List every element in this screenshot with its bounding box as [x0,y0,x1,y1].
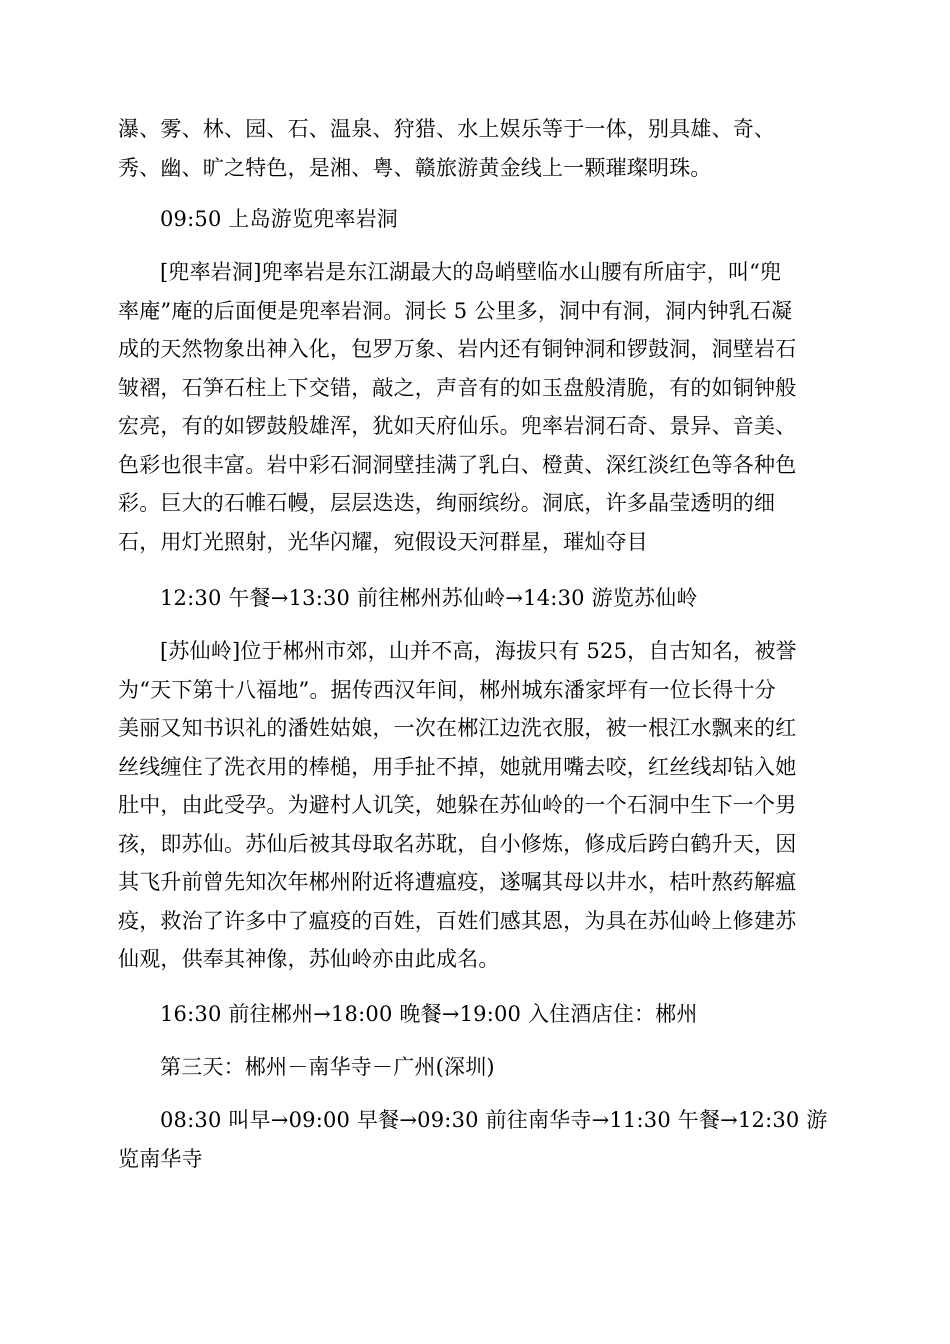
paragraph-doushuai-cave [118,253,838,561]
paragraph-suxianling [118,632,838,979]
text-line: 瀑、雾、林、园、石、温泉、狩猎、水上娱乐等于一体，别具雄、奇、 [118,117,776,141]
text-line: 12:30 午餐→13:30 前往郴州苏仙岭→14:30 游览苏仙岭 [160,586,698,610]
text-line: [兜率岩洞]兜率岩是东江湖最大的岛峭壁临水山腰有所庙宇，叫“兜 [160,260,782,284]
day-three-heading [118,1048,838,1087]
schedule-line-suxianling [118,579,838,618]
text-line: 第三天：郴州－南华寺－广州(深圳) [160,1055,495,1079]
text-line: 览南华寺 [118,1146,203,1171]
schedule-line-nanhua-temple [118,1101,838,1178]
paragraph-intro-continued [118,110,838,187]
text-line: 为“天下第十八福地”。据传西汉年间，郴州城东潘家坪有一位长得十分 [118,677,776,702]
text-line: 丝线缠住了洗衣用的棒槌，用手扯不掉，她就用嘴去咬，红丝线却钻入她 [118,754,797,779]
text-line: 皱褶，石笋石柱上下交错，敲之，声音有的如玉盘般清脆，有的如铜钟般 [118,375,797,400]
text-line: 成的天然物象出神入化，包罗万象、岩内还有铜钟洞和锣鼓洞，洞壁岩石 [118,337,797,361]
text-line: 宏亮，有的如锣鼓般雄浑，犹如天府仙乐。兜率岩洞石奇、景异、音美、 [118,414,797,438]
text-line: 率庵”庵的后面便是兜率岩洞。洞长 5 公里多，洞中有洞，洞内钟乳石凝 [118,298,793,323]
text-line: [苏仙岭]位于郴州市郊，山并不高，海拔只有 525，自古知名，被誉 [160,639,797,663]
text-line: 孩，即苏仙。苏仙后被其母取名苏耽，自小修炼，修成后跨白鹤升天，因 [118,831,797,856]
text-line: 16:30 前往郴州→18:00 晚餐→19:00 入住酒店住：郴州 [160,1002,698,1026]
text-line: 仙观，供奉其神像，苏仙岭亦由此成名。 [118,947,500,971]
text-line: 美丽又知书识礼的潘姓姑娘，一次在郴江边洗衣服，被一根江水飘来的红 [118,716,797,740]
text-line: 彩。巨大的石帷石幔，层层迭迭，绚丽缤纷。洞底，许多晶莹透明的细 [118,491,776,515]
schedule-line-chenzhou-hotel [118,995,838,1034]
text-line: 09:50 上岛游览兜率岩洞 [160,207,398,231]
schedule-line-island-visit [118,200,838,239]
text-line: 秀、幽、旷之特色，是湘、粤、赣旅游黄金线上一颗璀璨明珠。 [118,155,712,180]
text-line: 其飞升前曾先知次年郴州附近将遭瘟疫，遂嘱其母以井水，桔叶熬药解瘟 [118,870,797,894]
text-line: 色彩也很丰富。岩中彩石洞洞壁挂满了乳白、橙黄、深红淡红色等各种色 [118,452,797,477]
text-line: 肚中，由此受孕。为避村人讥笑，她躲在苏仙岭的一个石洞中生下一个男 [118,793,797,817]
text-line: 08:30 叫早→09:00 早餐→09:30 前往南华寺→11:30 午餐→12:30 游 [160,1108,828,1132]
text-line: 疫，救治了许多中了瘟疫的百姓，百姓们感其恩，为具在苏仙岭上修建苏 [118,908,797,933]
text-line: 石，用灯光照射，光华闪耀，宛假设天河群星，璀灿夺目 [118,529,648,554]
